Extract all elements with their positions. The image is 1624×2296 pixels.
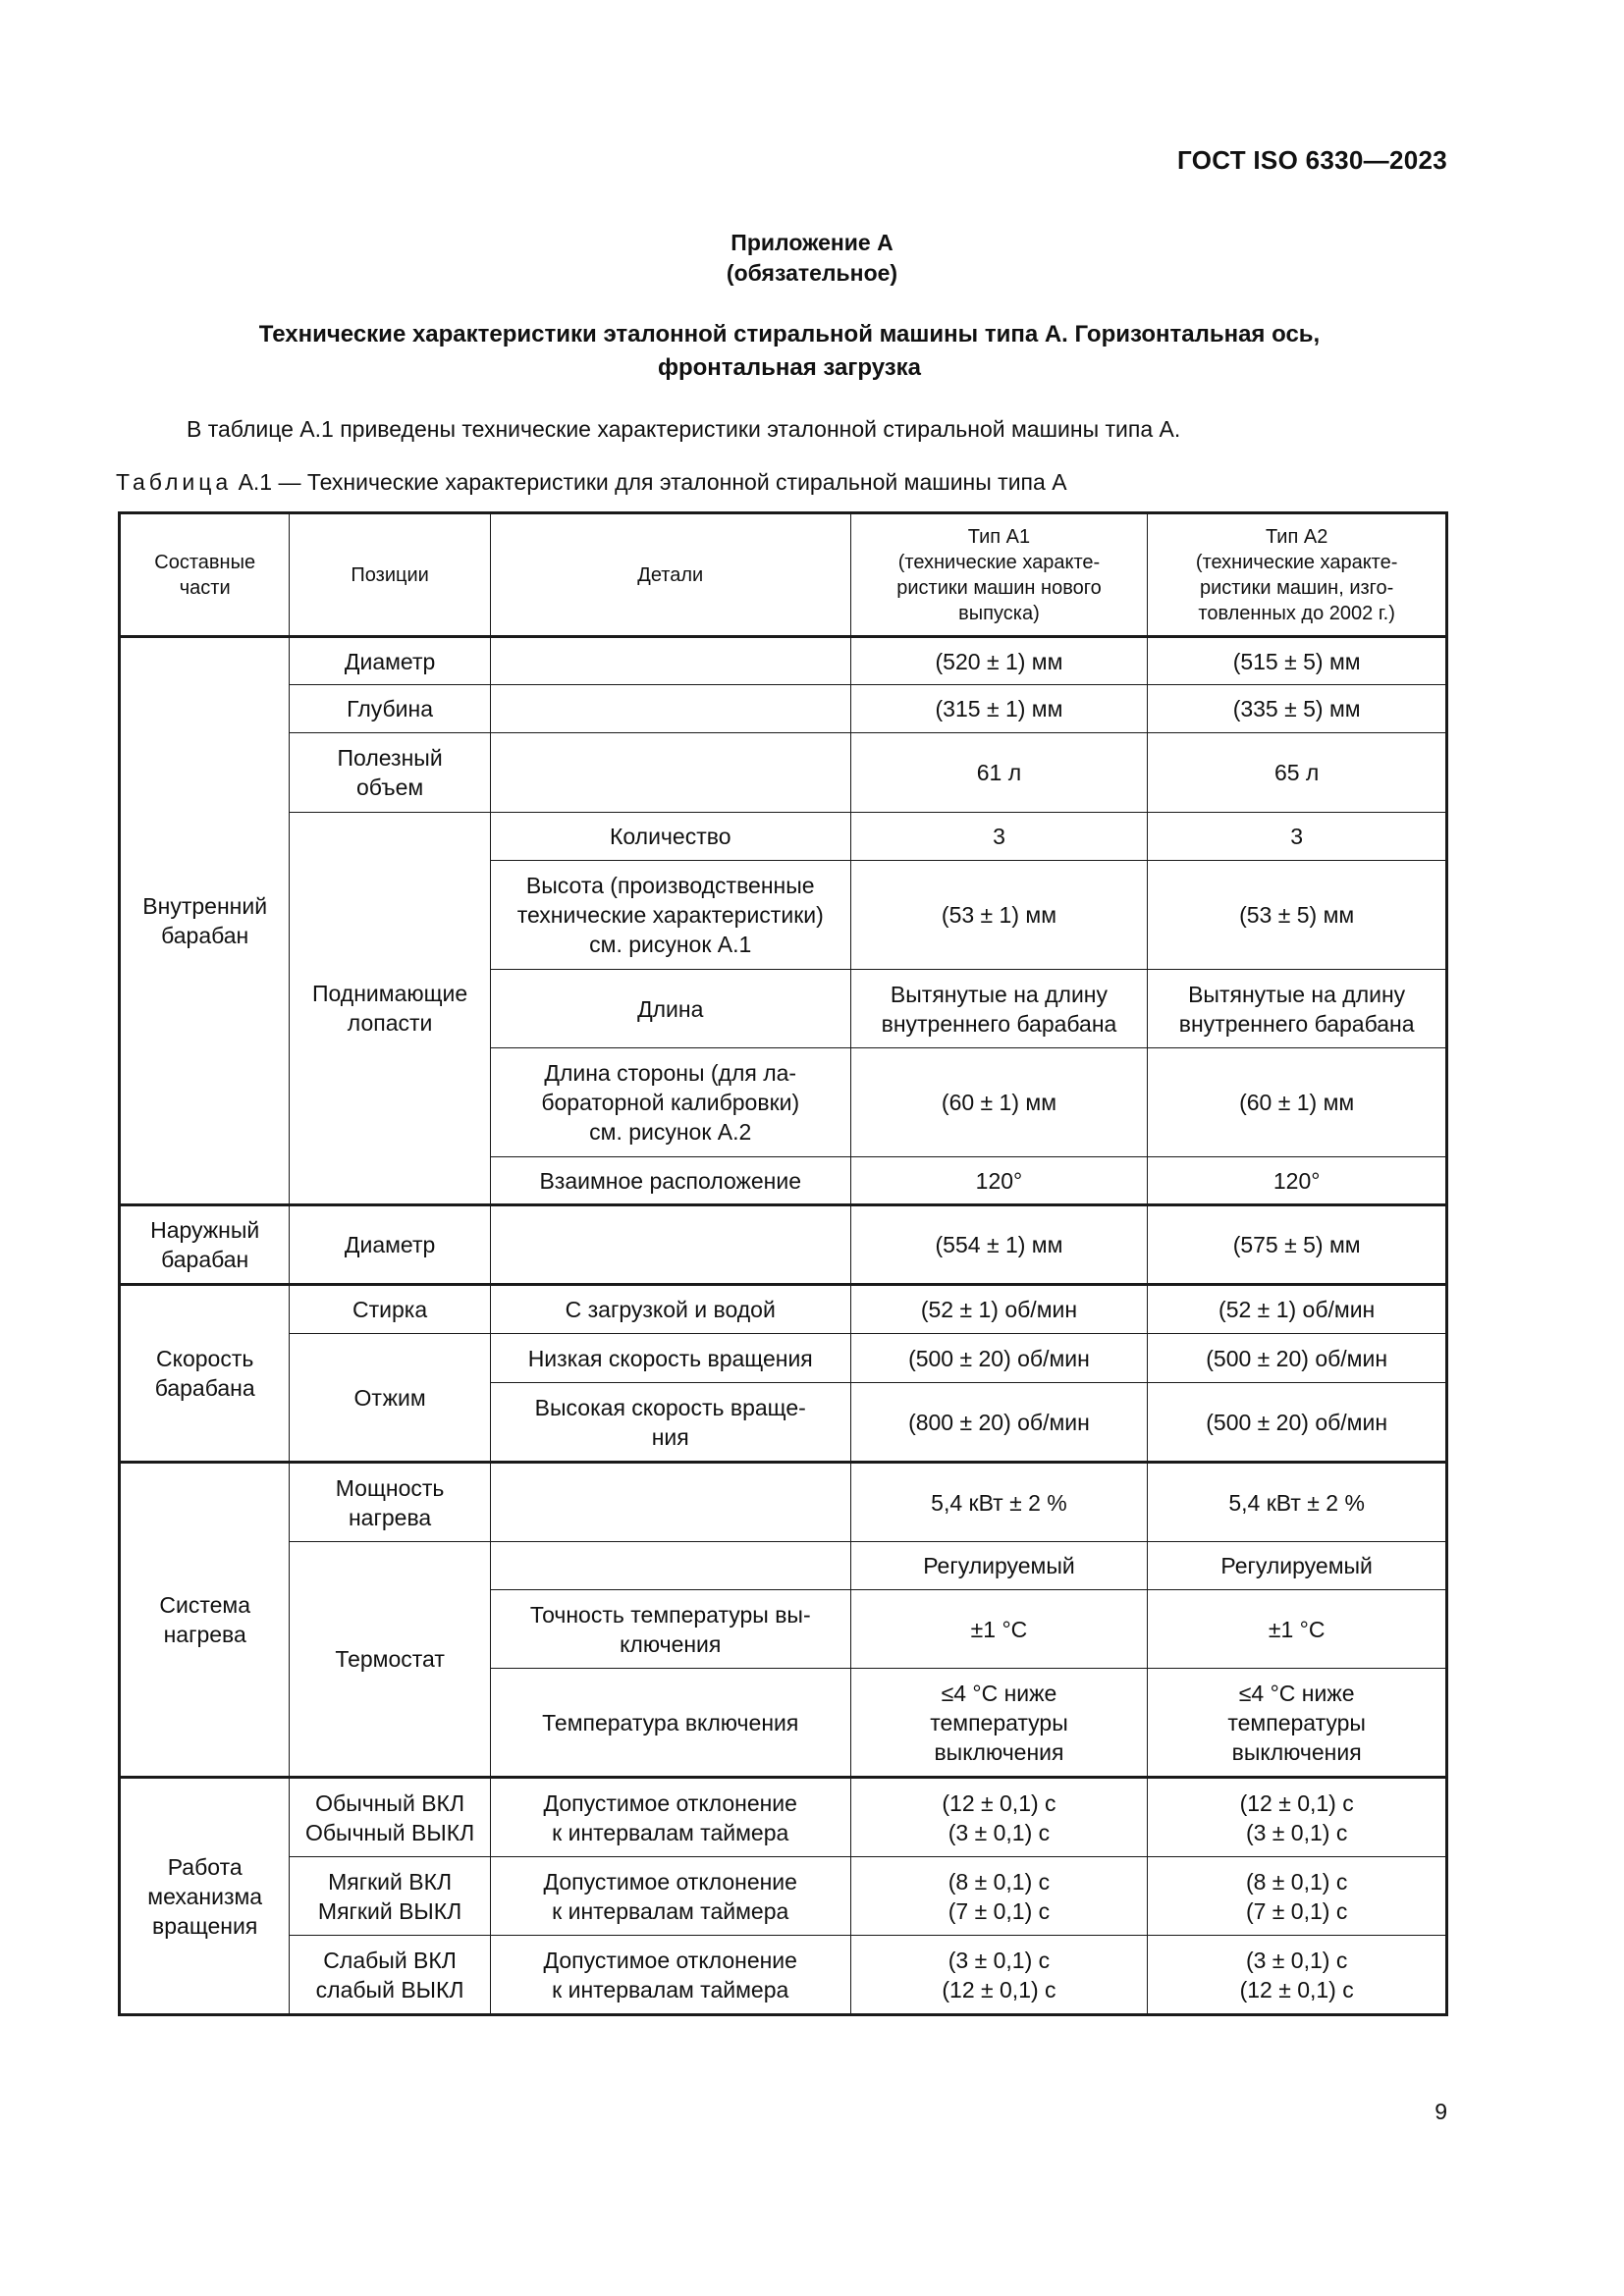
cell-line: Слабый ВКЛ [323,1947,457,1973]
cell-line: см. рисунок А.1 [589,932,752,957]
cell-a1: (52 ± 1) об/мин [850,1285,1148,1334]
cell-position: Стирка [290,1285,490,1334]
table-caption [116,469,1067,496]
table-row [120,813,1447,861]
cell-position-lifters [290,813,490,1205]
table-row [120,685,1447,733]
header-part [120,513,290,637]
cell-line: к интервалам таймера [552,1819,789,1845]
cell-line: ≤4 °С ниже [1238,1680,1355,1706]
cell-a1 [850,1857,1148,1936]
cell-details [490,733,850,813]
cell-position-thermostat: Термостат [290,1542,490,1778]
cell-line: товленных до 2002 г.) [1198,602,1395,624]
part-inner-drum [120,637,290,1205]
part-drum-speed [120,1285,290,1463]
cell-a2 [1148,1669,1447,1778]
cell-line: см. рисунок А.2 [589,1119,752,1145]
cell-line: нагрева [348,1504,432,1530]
cell-line: механизма [147,1883,263,1909]
appendix-heading [0,228,1624,289]
cell-a2: Регулируемый [1148,1542,1447,1590]
cell-line: температуры [1227,1709,1366,1735]
part-heating-system [120,1463,290,1778]
cell-line: ристики машин, изго- [1199,576,1394,599]
cell-line: барабан [161,1247,249,1272]
cell-line: Мягкий ВКЛ [328,1868,453,1895]
cell-a2: 120° [1148,1157,1447,1205]
cell-line: Поднимающие [311,981,468,1006]
cell-a1: Регулируемый [850,1542,1148,1590]
header-details: Детали [490,513,850,637]
cell-position-spin: Отжим [290,1334,490,1463]
cell-line: Допустимое отклонение [543,1947,797,1973]
cell-line: (3 ± 0,1) с [947,1819,1051,1845]
document-standard-id: ГОСТ ISO 6330—2023 [1177,145,1447,175]
cell-line: (12 ± 0,1) с [942,1789,1056,1816]
cell-details [490,1590,850,1669]
cell-a2 [1148,970,1447,1048]
cell-line: Обычный ВЫКЛ [304,1819,475,1845]
cell-a1: (520 ± 1) мм [850,637,1148,685]
cell-a2: 3 [1148,813,1447,861]
cell-line: Мягкий ВЫКЛ [317,1897,462,1924]
cell-line: нагрева [163,1622,246,1647]
header-type-a1 [850,513,1148,637]
cell-a1: 5,4 кВт ± 2 % [850,1463,1148,1542]
spec-table [118,511,1448,2016]
cell-details: Количество [490,813,850,861]
cell-line: Внутренний [142,893,268,919]
cell-position [290,733,490,813]
table-row [120,1334,1447,1383]
cell-line: бораторной калибровки) [541,1090,800,1115]
cell-line: Высокая скорость враще- [534,1394,806,1420]
cell-a2 [1148,1857,1447,1936]
cell-line: (12 ± 0,1) с [942,1976,1056,2002]
table-row [120,1857,1447,1936]
cell-line: выпуска) [958,602,1040,624]
cell-a2: (335 ± 5) мм [1148,685,1447,733]
cell-line: Составные [154,551,256,573]
cell-line: Допустимое отклонение [543,1868,797,1895]
header-type-a2 [1148,513,1447,637]
table-row [120,1285,1447,1334]
cell-line: внутреннего барабана [1178,1010,1415,1037]
table-caption-label: Таблица [116,469,233,495]
cell-a2: (60 ± 1) мм [1148,1048,1447,1157]
cell-a1: (800 ± 20) об/мин [850,1383,1148,1463]
cell-details: Температура включения [490,1669,850,1778]
cell-a1: (315 ± 1) мм [850,685,1148,733]
cell-a2: 5,4 кВт ± 2 % [1148,1463,1447,1542]
cell-line: технические характеристики) [516,902,824,928]
cell-details: С загрузкой и водой [490,1285,850,1334]
intro-paragraph: В таблице А.1 приведены технические характеристики эталонной стиральной машины типа А. [187,416,1181,442]
section-title [137,318,1441,385]
cell-details [490,1778,850,1857]
appendix-title: Приложение А [731,230,893,255]
cell-line: Тип А2 [1265,525,1328,548]
cell-line: Мощность [335,1474,445,1501]
cell-line: к интервалам таймера [552,1976,789,2002]
cell-a2: (52 ± 1) об/мин [1148,1285,1447,1334]
cell-a1: 120° [850,1157,1148,1205]
cell-line: ристики машин нового [896,576,1102,599]
cell-details [490,1205,850,1285]
table-header-row [120,513,1447,637]
cell-details: Низкая скорость вращения [490,1334,850,1383]
cell-line: барабана [154,1375,255,1401]
cell-position [290,1936,490,2015]
cell-line: ≤4 °С ниже [941,1680,1057,1706]
cell-details [490,685,850,733]
table-row [120,733,1447,813]
cell-line: ключения [620,1630,722,1657]
cell-line: Наружный [150,1217,260,1243]
cell-position [290,1857,490,1936]
table-row [120,1205,1447,1285]
cell-line: выключения [1231,1738,1362,1765]
cell-line: Обычный ВКЛ [315,1789,465,1816]
cell-a1 [850,970,1148,1048]
cell-details [490,1936,850,2015]
cell-a2: (500 ± 20) об/мин [1148,1334,1447,1383]
cell-position: Диаметр [290,1205,490,1285]
cell-line: (3 ± 0,1) с [1245,1819,1348,1845]
cell-a1: 61 л [850,733,1148,813]
table-caption-text: А.1 — Технические характеристики для эталонной стиральной машины типа А [232,469,1067,495]
cell-line: к интервалам таймера [552,1897,789,1924]
cell-a2: (500 ± 20) об/мин [1148,1383,1447,1463]
table-row [120,1936,1447,2015]
table-row [120,637,1447,685]
cell-a1: (60 ± 1) мм [850,1048,1148,1157]
cell-line: выключения [934,1738,1064,1765]
part-rotation-mechanism [120,1778,290,2015]
cell-position [290,1778,490,1857]
cell-line: (7 ± 0,1) с [947,1897,1051,1924]
cell-details [490,637,850,685]
cell-position: Диаметр [290,637,490,685]
cell-a2: (515 ± 5) мм [1148,637,1447,685]
cell-details [490,1542,850,1590]
cell-a2: ±1 °С [1148,1590,1447,1669]
cell-a2 [1148,1936,1447,2015]
cell-line: объем [356,774,424,800]
cell-details [490,1383,850,1463]
cell-line: (8 ± 0,1) с [1245,1868,1348,1895]
cell-details [490,1048,850,1157]
cell-position: Глубина [290,685,490,733]
cell-details [490,1463,850,1542]
cell-a1 [850,1936,1148,2015]
cell-line: (технические характе- [1195,551,1398,573]
cell-a2: 65 л [1148,733,1447,813]
page-number: 9 [1435,2099,1447,2124]
cell-line: Высота (производственные [525,873,815,898]
cell-line: слабый ВЫКЛ [315,1976,464,2002]
cell-details [490,861,850,970]
appendix-status: (обязательное) [726,260,898,286]
cell-line: Точность температуры вы- [529,1601,811,1628]
cell-a1: (53 ± 1) мм [850,861,1148,970]
cell-a1: (500 ± 20) об/мин [850,1334,1148,1383]
table-row [120,1463,1447,1542]
cell-a1: 3 [850,813,1148,861]
cell-line: Система [159,1592,250,1618]
cell-line: температуры [930,1709,1068,1735]
cell-line: Вытянутые на длину [890,981,1109,1007]
cell-position [290,1463,490,1542]
cell-line: барабан [161,923,249,948]
cell-line: (8 ± 0,1) с [947,1868,1051,1895]
cell-line: (7 ± 0,1) с [1245,1897,1348,1924]
header-position: Позиции [290,513,490,637]
part-outer-drum [120,1205,290,1285]
cell-line: (3 ± 0,1) с [1245,1947,1348,1973]
cell-a1 [850,1669,1148,1778]
cell-line: Вытянутые на длину [1188,981,1406,1007]
cell-line: Работа [167,1853,243,1880]
table-row [120,1542,1447,1590]
cell-a2: (575 ± 5) мм [1148,1205,1447,1285]
cell-line: ния [651,1423,689,1450]
cell-line: Допустимое отклонение [543,1789,797,1816]
cell-line: Длина стороны (для ла- [544,1060,797,1086]
cell-line: Скорость [156,1346,254,1371]
table-row [120,1778,1447,1857]
cell-a1: ±1 °С [850,1590,1148,1669]
cell-line: (технические характе- [897,551,1101,573]
cell-details [490,1857,850,1936]
cell-a1: (554 ± 1) мм [850,1205,1148,1285]
cell-line: (3 ± 0,1) с [947,1947,1051,1973]
section-title-line-1: Технические характеристики эталонной стиральной машины типа А. Горизонтальная ось, [258,321,1321,347]
cell-a2: (53 ± 5) мм [1148,861,1447,970]
cell-details: Длина [490,970,850,1048]
cell-line: вращения [152,1912,258,1939]
cell-line: Полезный [337,745,443,771]
cell-line: лопасти [347,1010,433,1036]
cell-line: внутреннего барабана [881,1010,1117,1037]
cell-line: части [179,576,231,599]
cell-details: Взаимное расположение [490,1157,850,1205]
cell-a1 [850,1778,1148,1857]
cell-line: Тип А1 [967,525,1031,548]
section-title-line-2: фронтальная загрузка [657,354,922,381]
cell-a2 [1148,1778,1447,1857]
cell-line: (12 ± 0,1) с [1239,1976,1354,2002]
cell-line: (12 ± 0,1) с [1239,1789,1354,1816]
